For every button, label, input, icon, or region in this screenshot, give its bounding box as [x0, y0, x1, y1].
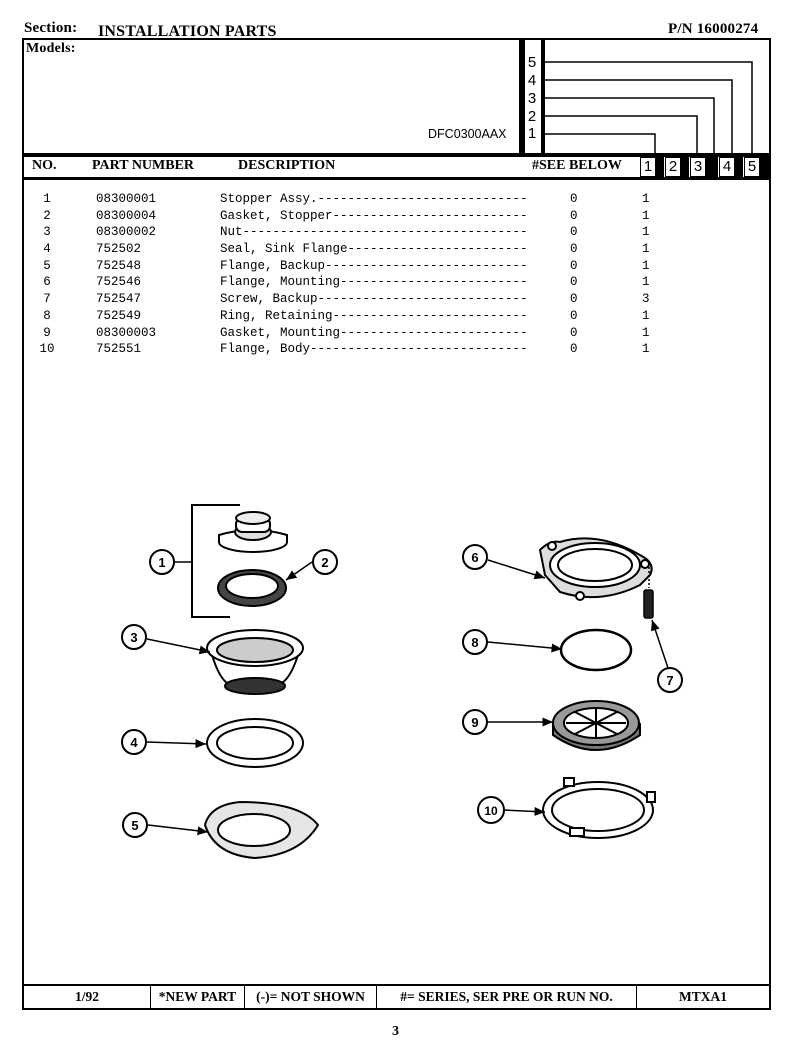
callout-5 — [123, 813, 147, 837]
svg-text:7: 7 — [666, 673, 674, 688]
series-header-sep-2 — [681, 157, 689, 177]
page-number: 3 — [392, 1024, 399, 1039]
series-header-sep-3 — [706, 157, 718, 177]
part-mounting-gasket — [553, 701, 640, 750]
row-description: Flange, Backup--------------------------- — [220, 258, 528, 273]
row-see: 0 — [570, 192, 578, 206]
row-description: Gasket, Stopper-------------------------- — [220, 208, 528, 223]
table-row — [30, 326, 670, 343]
row-see: 0 — [570, 208, 578, 223]
svg-text:5: 5 — [131, 818, 139, 833]
row-see: 0 — [570, 292, 578, 307]
parts-list — [30, 192, 670, 359]
series-header-3: 3 — [690, 157, 706, 177]
row-qty: 1 — [642, 225, 650, 240]
row-qty: 3 — [642, 292, 650, 307]
row-description: Screw, Backup---------------------------- — [220, 292, 528, 307]
row-see: 0 — [570, 242, 578, 257]
row-part-number: 08300004 — [96, 208, 157, 223]
row-qty: 1 — [642, 342, 650, 357]
section-label: Section: — [24, 20, 78, 36]
parts-diagram — [0, 480, 800, 900]
row-part-number: 752547 — [96, 292, 142, 307]
part-seal-sink-flange — [207, 719, 303, 767]
row-qty: 1 — [642, 308, 650, 323]
series-number-2: 2 — [527, 108, 537, 125]
svg-text:3: 3 — [130, 630, 138, 645]
row-no: 3 — [43, 225, 51, 240]
table-row — [30, 192, 670, 209]
series-number-3: 3 — [527, 90, 537, 107]
row-part-number: 752502 — [96, 242, 142, 257]
row-see: 0 — [570, 275, 578, 290]
callout-8 — [463, 630, 487, 654]
table-row — [30, 342, 670, 359]
row-no: 8 — [43, 308, 51, 323]
series-header-4: 4 — [719, 157, 735, 177]
footer-not-shown: (-)= NOT SHOWN — [245, 986, 377, 1008]
series-header-5: 5 — [744, 157, 760, 177]
svg-text:4: 4 — [130, 735, 138, 750]
table-row — [30, 242, 670, 259]
row-part-number: 08300001 — [96, 192, 157, 206]
callout-6 — [463, 545, 487, 569]
models-label: Models: — [26, 41, 76, 56]
part-retaining-ring — [561, 630, 631, 670]
row-description: Flange, Mounting------------------------- — [220, 275, 528, 290]
series-header-sep-1 — [656, 157, 664, 177]
row-no: 4 — [43, 242, 51, 257]
series-header-1: 1 — [640, 157, 656, 177]
callout-1 — [150, 550, 174, 574]
row-no: 1 — [43, 192, 51, 206]
part-backup-flange — [205, 802, 318, 858]
part-nut — [207, 630, 303, 694]
table-row — [30, 259, 670, 276]
callout-2 — [313, 550, 337, 574]
row-see: 0 — [570, 325, 578, 340]
row-description: Flange, Body----------------------------- — [220, 342, 528, 357]
footer-code: MTXA1 — [679, 989, 727, 1004]
row-part-number: 08300002 — [96, 225, 157, 240]
row-no: 9 — [43, 325, 51, 340]
row-description: Nut-------------------------------------- — [220, 225, 528, 240]
row-see: 0 — [570, 308, 578, 323]
part-number-label: P/N 16000274 — [668, 21, 759, 37]
col-header-part-number: PART NUMBER — [92, 158, 195, 173]
row-description: Gasket, Mounting------------------------- — [220, 325, 528, 340]
row-qty: 1 — [642, 325, 650, 340]
row-no: 7 — [43, 292, 51, 307]
svg-text:9: 9 — [471, 715, 479, 730]
row-qty: 1 — [642, 242, 650, 257]
row-qty: 1 — [642, 258, 650, 273]
row-part-number: 752546 — [96, 275, 142, 290]
svg-text:10: 10 — [484, 804, 498, 818]
table-row — [30, 292, 670, 309]
footer-date: 1/92 — [24, 986, 151, 1008]
svg-text:6: 6 — [471, 550, 479, 565]
row-no: 6 — [43, 275, 51, 290]
series-number-5: 5 — [527, 54, 537, 71]
col-header-see-below: #SEE BELOW — [532, 158, 622, 173]
row-description: Seal, Sink Flange------------------------ — [220, 242, 528, 257]
callout-4 — [122, 730, 146, 754]
footer-bar — [22, 986, 771, 1010]
row-no: 2 — [43, 208, 51, 223]
row-part-number: 752548 — [96, 258, 142, 273]
section-title: INSTALLATION PARTS — [98, 23, 277, 40]
row-description: Stopper Assy.---------------------------- — [220, 192, 528, 206]
model-label: DFC0300AAX — [428, 127, 507, 141]
part-body-flange — [543, 778, 655, 838]
series-header-2: 2 — [665, 157, 681, 177]
series-header-sep-5 — [760, 157, 770, 177]
row-no: 10 — [39, 342, 55, 357]
row-qty: 1 — [642, 208, 650, 223]
table-row — [30, 309, 670, 326]
row-part-number: 08300003 — [96, 325, 157, 340]
svg-text:2: 2 — [321, 555, 329, 570]
row-see: 0 — [570, 342, 578, 357]
footer-series-note: #= SERIES, SER PRE OR RUN NO. — [377, 986, 637, 1008]
callout-9 — [463, 710, 487, 734]
row-qty: 1 — [642, 192, 650, 206]
part-stopper-gasket — [218, 570, 286, 606]
row-part-number: 752549 — [96, 308, 142, 323]
svg-text:8: 8 — [471, 635, 479, 650]
row-no: 5 — [43, 258, 51, 273]
callout-3 — [122, 625, 146, 649]
row-description: Ring, Retaining-------------------------- — [220, 308, 528, 323]
row-part-number: 752551 — [96, 342, 142, 357]
series-number-1: 1 — [527, 125, 537, 142]
row-see: 0 — [570, 258, 578, 273]
col-header-description: DESCRIPTION — [238, 158, 336, 173]
part-mounting-flange — [540, 538, 652, 600]
col-header-no: NO. — [32, 158, 57, 173]
footer-new-part: *NEW PART — [151, 986, 245, 1008]
series-header-sep-4 — [735, 157, 743, 177]
header-rule-bottom — [22, 177, 771, 180]
series-number-4: 4 — [527, 72, 537, 89]
table-row — [30, 225, 670, 242]
callout-7 — [658, 668, 682, 692]
table-row — [30, 209, 670, 226]
row-qty: 1 — [642, 275, 650, 290]
table-row — [30, 275, 670, 292]
svg-text:1: 1 — [158, 555, 166, 570]
row-see: 0 — [570, 225, 578, 240]
callout-10 — [478, 797, 504, 823]
